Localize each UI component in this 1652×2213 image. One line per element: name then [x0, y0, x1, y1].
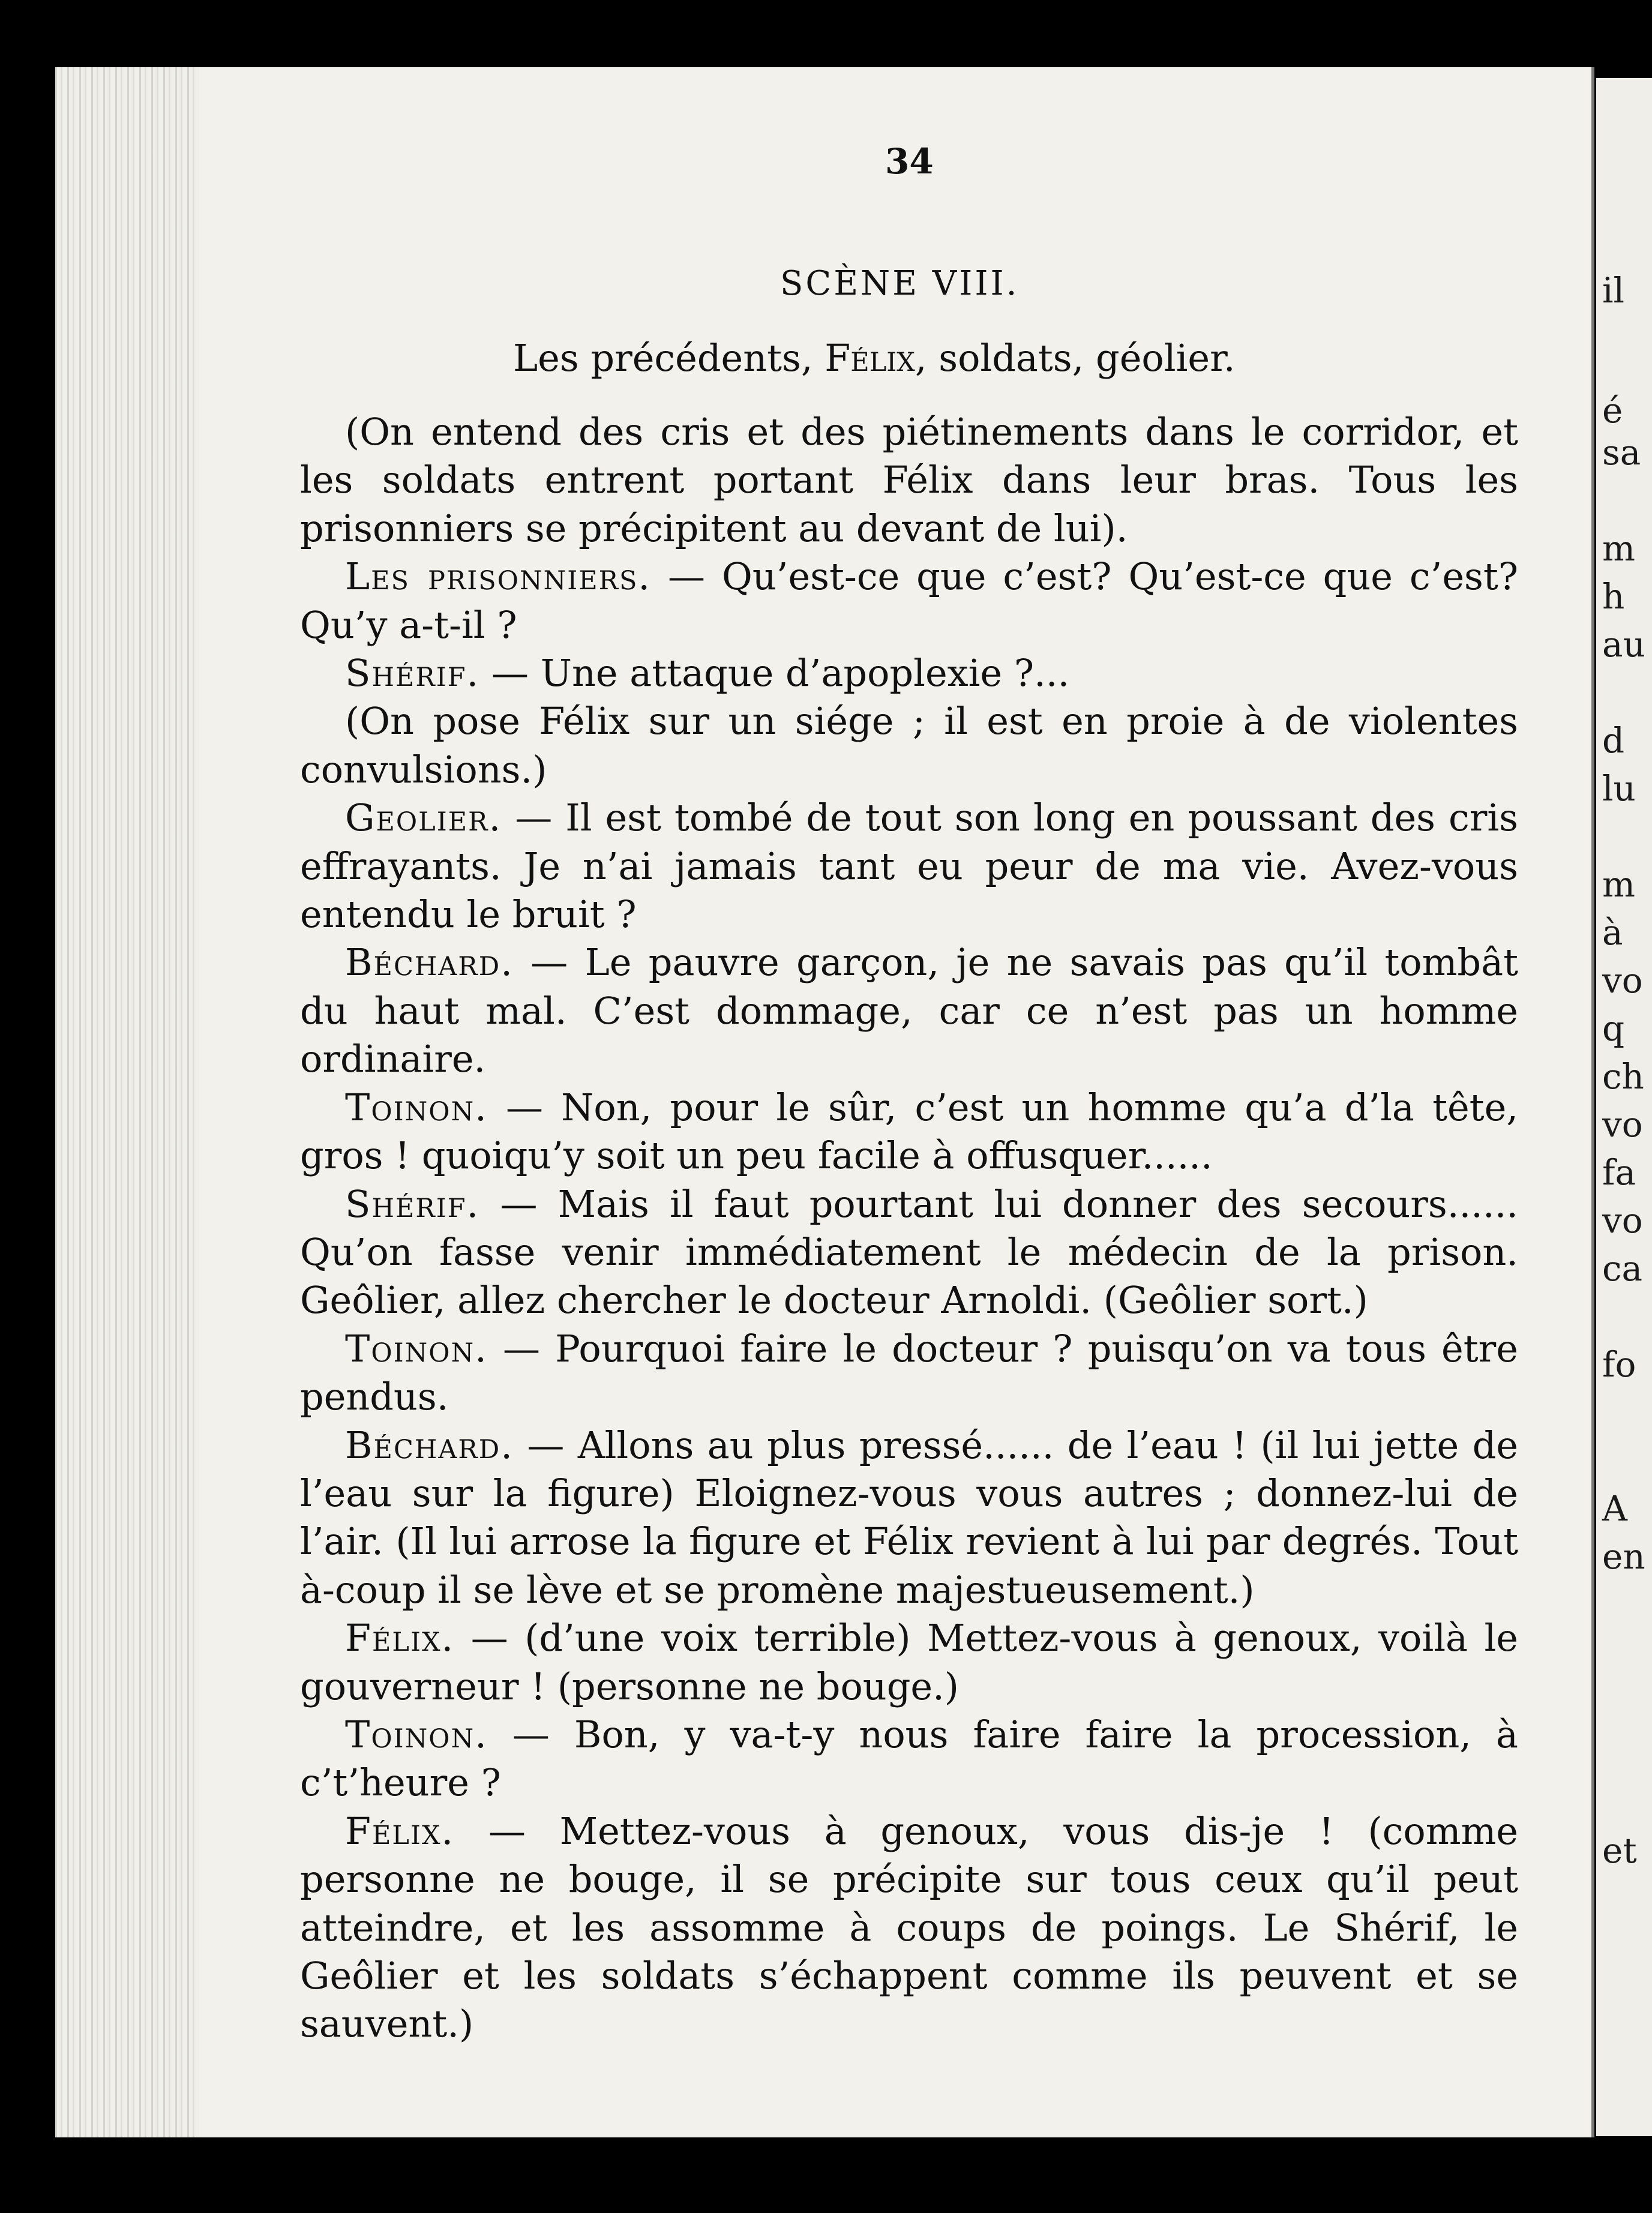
paragraph-7 [300, 1084, 1518, 1180]
speaker: Béchard. [345, 1423, 514, 1467]
speaker: Shérif. [345, 651, 480, 695]
paragraph-text: — (d’une voix terrible) Mettez-vous à genoux, voilà le gouverneur ! (personne ne bouge.) [300, 1616, 1518, 1708]
paragraph-text: — Pourquoi faire le docteur ? puisqu’on va tous être pendus. [300, 1326, 1518, 1419]
facing-fragment: ch [1602, 1056, 1644, 1097]
facing-fragment: en [1602, 1536, 1645, 1577]
body-text [300, 408, 1518, 2049]
speaker: Shérif. [345, 1182, 480, 1226]
paragraph-text: — Le pauvre garçon, je ne savais pas qu’il tombât du haut mal. C’est dommage, car ce n’est pas un homme ordinaire. [300, 940, 1518, 1081]
facing-fragment: vo [1602, 960, 1643, 1001]
paragraph-text: — Mettez-vous à genoux, vous dis-je ! (comme personne ne bouge, il se précipite sur tous ceux qu’il peut atteindre, et les assomme à coups de poings. Le Shérif, le Geôlier et les soldats s’échappent comme ils peuvent et se sauvent.) [300, 1809, 1518, 2046]
facing-fragment: et [1602, 1830, 1637, 1871]
facing-fragment: A [1602, 1488, 1627, 1529]
facing-fragment: sa [1602, 432, 1641, 473]
paragraph-10 [300, 1422, 1518, 1615]
speaker: Béchard. [345, 940, 514, 985]
facing-fragment: é [1602, 390, 1623, 431]
paragraph-3 [300, 649, 1518, 697]
facing-fragment: fo [1602, 1344, 1636, 1385]
facing-fragment: il [1602, 270, 1625, 311]
paragraph-text: — Mais il faut pourtant lui donner des secours...... Qu’on fasse venir immédiatement le médecin de la prison. Geôlier, allez chercher le docteur Arnoldi. (Geôlier sort.) [300, 1182, 1518, 1323]
facing-fragment: q [1602, 1008, 1625, 1049]
paragraph-2 [300, 553, 1518, 649]
speaker: Les prisonniers. [345, 554, 652, 599]
facing-fragment: m [1602, 528, 1635, 569]
characters-before: Les précédents, [513, 336, 825, 380]
facing-fragment: fa [1602, 1152, 1636, 1193]
scene-title: SCÈNE VIII. [780, 264, 1020, 303]
facing-fragment: vo [1602, 1104, 1643, 1145]
facing-fragment: vo [1602, 1200, 1643, 1241]
facing-fragment: à [1602, 912, 1623, 953]
characters-name: Félix [824, 336, 915, 380]
speaker: Geolier. [345, 796, 502, 840]
speaker: Toinon. [345, 1712, 488, 1756]
facing-fragment: lu [1602, 768, 1636, 809]
paragraph-text: — Une attaque d’apoplexie ?... [479, 651, 1070, 695]
facing-page-edge [1596, 78, 1652, 2136]
paragraph-text: (On entend des cris et des piétinements dans le corridor, et les soldats entrent portant Félix dans leur bras. Tous les prisonniers se précipitent au devant de lui). [300, 410, 1518, 550]
characters-after: , soldats, géolier. [915, 336, 1236, 380]
facing-fragment: h [1602, 576, 1625, 617]
paragraph-1 [300, 408, 1518, 553]
paragraph-text: (On pose Félix sur un siége ; il est en proie à de violentes convulsions.) [300, 699, 1518, 791]
facing-fragment: ca [1602, 1248, 1643, 1289]
speaker: Félix. [345, 1809, 455, 1853]
page-number: 34 [885, 141, 934, 182]
paragraph-8 [300, 1180, 1518, 1325]
paragraph-12 [300, 1711, 1518, 1807]
paragraph-text: — Il est tombé de tout son long en poussant des cris effrayants. Je n’ai jamais tant eu peur de ma vie. Avez-vous entendu le bruit ? [300, 796, 1518, 937]
page-gutter-shadow [55, 67, 199, 2137]
speaker: Félix. [345, 1616, 455, 1660]
paragraph-text: — Qu’est-ce que c’est? Qu’est-ce que c’est? Qu’y a-t-il ? [300, 554, 1518, 647]
paragraph-text: — Allons au plus pressé...... de l’eau ! (il lui jette de l’eau sur la figure) Eloignez-vous vous autres ; donnez-lui de l’air. (Il lui arrose la figure et Félix revient à lui par degrés. Tout à-coup il se lève et se promène majestueusement.) [300, 1423, 1518, 1612]
facing-fragment: m [1602, 864, 1635, 905]
paragraph-4 [300, 697, 1518, 794]
scene-characters [513, 336, 1236, 380]
paragraph-13 [300, 1807, 1518, 2049]
paragraph-5 [300, 794, 1518, 938]
facing-fragment: d [1602, 720, 1625, 761]
paragraph-text: — Non, pour le sûr, c’est un homme qu’a d’la tête, gros ! quoiqu’y soit un peu facile à offusquer...... [300, 1085, 1518, 1178]
paragraph-text: — Bon, y va-t-y nous faire faire la procession, à c’t’heure ? [300, 1712, 1518, 1805]
paragraph-6 [300, 938, 1518, 1083]
speaker: Toinon. [345, 1326, 488, 1371]
facing-fragment: au [1602, 624, 1645, 665]
paragraph-9 [300, 1325, 1518, 1422]
speaker: Toinon. [345, 1085, 488, 1129]
paragraph-11 [300, 1614, 1518, 1711]
